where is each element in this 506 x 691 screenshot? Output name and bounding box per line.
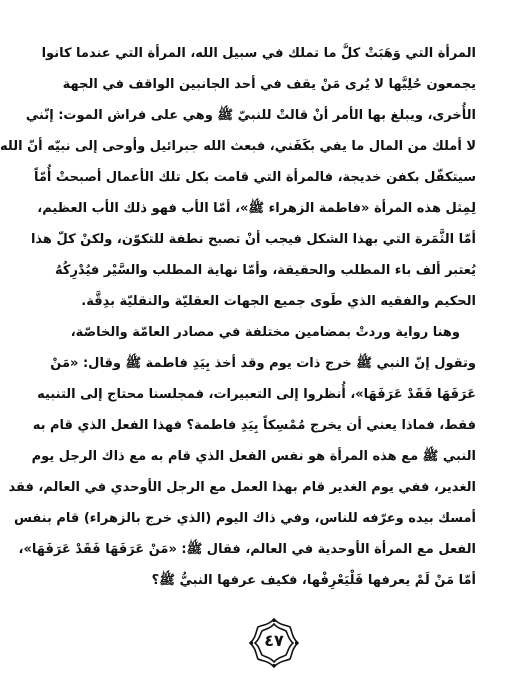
text-line: أمّا مَنْ لَمْ يعرفها فَلْيَعْرِفْها، فكيف عرفها النبيُّ ﷺ؟ [151,573,476,588]
text-line: النبي ﷺ مع هذه المرأة هو نفس الفعل الذي قام به مع ذاك الرجل يوم [31,449,476,464]
text-line: أمسك بيده وعرّفه للناس، وفي ذاك اليوم (الذي خرج بالزهراء) قام بنفس [13,511,476,526]
text-line: لِمِثل هذه المرأة «فاطمة الزهراء ﷺ»، أمّا الأب فهو ذلك الأب العظيم، [37,201,476,216]
text-line: يجمعون حُلِيَّها لا يُرى مَنْ يقف في أحد الجانبين الواقف في الجهة [62,77,476,92]
page-number-ornament [248,617,300,669]
text-line: سيتكفّل بكفن خديجة، فالمرأة التي قامت بكل تلك الأعمال أصبحتْ أُمّاً [34,170,476,185]
text-line: عَرَفَهَا فَقَدْ عَرَفَهَا»، أُنظروا إلى التعبيرات، فمجلسنا محتاج إلى التنبيه [37,387,476,402]
text-line: يُعتبر ألف باء المطلب والحقيقة، وأمّا نهاية المطلب والسَّيْر فيُدْرِكُهُ [55,263,476,278]
text-line: الفعل مع المرأة الأوحدية في العالم، فقال ﷺ: «مَنْ عَرَفَهَا فَقَدْ عَرَفَهَا»، [18,542,476,557]
text-line: المرأة التي وَهَبَتْ كلَّ ما تملك في سبيل الله، المرأة التي عندما كانوا [41,46,476,61]
text-line: لا أملك من المال ما يفي بكَفَني، فبعث الله جبرائيل وأوحى إلى نبيّه أنّ الله [0,139,476,154]
page-number-area [42,616,506,670]
text-body [0,38,476,598]
text-line: فقط، فماذا يعني أن يخرج مُمْسِكاً بِيَدِ فاطمة؟ فهذا الفعل الذي قام به [32,418,476,433]
text-line: الحكيم والفقيه الذي طَوى جميع الجهات العقليّة والنقليّة بدِقَّة. [81,294,476,309]
text-line: أمّا الثَّمَرة التي بهذا الشكل فيجب أنْ تصبح نطفة للتكوّن، ولكنْ كلّ هذا [30,232,476,247]
page-number: ٤٧ [264,631,284,650]
text-line: الغدير، ففي يوم الغدير قام بهذا العمل مع الرجل الأوحدي في العالم، فقد [8,480,476,495]
text-line: وتقول إنّ النبي ﷺ خرج ذات يوم وقد أخذ بِيَدِ فاطمة ﷺ وقال: «مَنْ [50,356,476,371]
text-line: وهنا رواية وردتْ بمضامين مختلفة في مصادر العامّة والخاصّة، [70,325,460,340]
text-line: الأُخرى، ويبلغ بها الأمر أنْ قالتْ للنبيّ ﷺ وهي على فراش الموت: إنّني [25,108,476,123]
